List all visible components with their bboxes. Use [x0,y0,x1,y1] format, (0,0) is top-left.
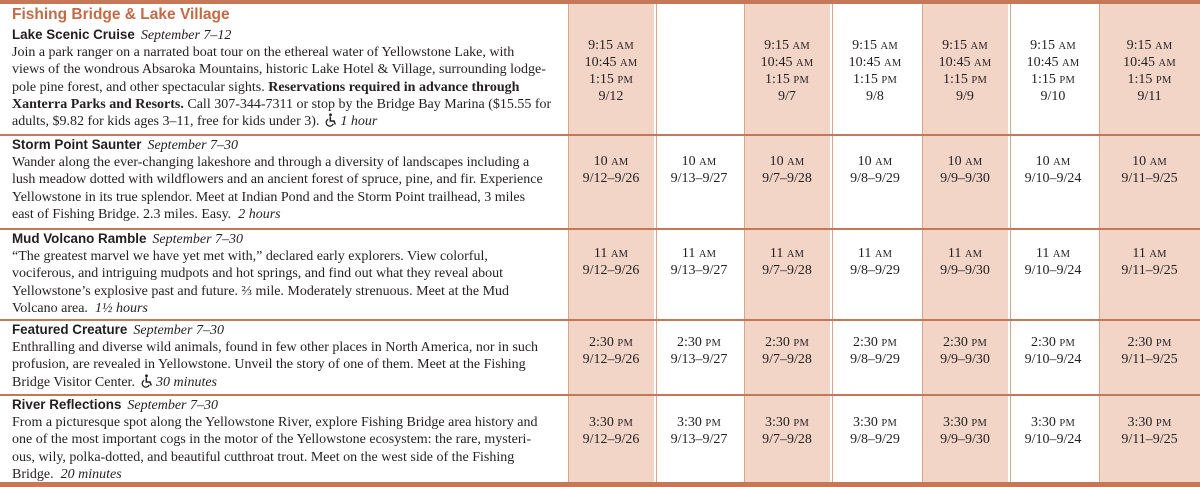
time: 10 [857,154,872,169]
time: 3:30 [1127,415,1153,430]
period: AM [611,157,629,168]
column-divider [656,4,657,482]
description-line: Wander along the ever-changing lakeshore and through a diversity of landscapes including a [12,155,530,171]
program-featured-creature [12,321,564,391]
schedule-cell [656,154,742,187]
period: PM [971,75,987,86]
period: AM [1058,41,1076,52]
period: AM [970,41,988,52]
description-line: profusion, are revealed in Yellowstone. Unveil the story of one of them. Meet at the Fishing [12,357,526,373]
period: PM [881,418,897,429]
time: 11 [1132,246,1146,261]
schedule-cell [568,38,654,105]
schedule-cell [568,246,654,279]
description-line: Join a park ranger on a narrated boat tour on the ethereal water of Yellowstone Lake, with [12,45,515,61]
time: 3:30 [677,415,702,430]
description-line: adults, $9.82 for kids ages 3–11, free for kids under 3). [12,114,320,130]
time: 10:45 [938,55,971,70]
time: 10 [681,154,696,169]
period: PM [1059,75,1075,86]
schedule-cell [832,38,918,105]
time: 9:15 [942,38,968,53]
schedule-cell [744,415,830,448]
date-range: 9/11–9/25 [1121,432,1178,447]
program-duration: 30 minutes [155,374,218,390]
time: 1:15 [853,72,878,87]
date-range: 9/10–9/24 [1024,171,1082,186]
date-range: 9/13–9/27 [670,352,728,367]
period: AM [1158,58,1176,69]
date-range: 9/7–9/28 [762,432,812,447]
program-title: River Reflections [12,397,122,412]
date-range: 9/11–9/25 [1121,263,1178,278]
schedule-cell [744,335,830,368]
schedule-cell [922,335,1008,368]
time: 1:15 [943,72,968,87]
description-line: vociferous, and intriguing mudpots and hot springs, and find out what they reveal about [12,266,504,282]
description-line: Yellowstone in its true splendor. Meet at Indian Pond and the Storm Point trailhead, 3 miles [12,189,526,205]
time: 10 [1132,154,1147,169]
date-range: 9/9–9/30 [940,263,990,278]
program-title: Storm Point Saunter [12,137,142,152]
reservation-notice: Reservations required in advance through [268,79,520,95]
time: 3:30 [765,415,790,430]
description-line: Volcano area. [12,300,88,316]
time: 9:15 [1126,38,1152,53]
date-range: 9/13–9/27 [670,432,728,447]
bottom-rule [0,482,1200,487]
period: AM [875,157,893,168]
schedule-cell [1099,415,1200,448]
period: AM [974,58,992,69]
schedule-cell [1010,154,1096,187]
schedule-cell [832,246,918,279]
schedule-cell [922,154,1008,187]
time: 9:15 [764,38,790,53]
schedule-cell [656,335,742,368]
time: 10 [1035,154,1050,169]
schedule-cell [1010,335,1096,368]
date-range: 9/10–9/24 [1024,352,1082,367]
time: 10:45 [848,55,881,70]
date-range: 9/12–9/26 [582,171,640,186]
schedule-cell [568,154,654,187]
program-storm-point-saunter [12,136,564,223]
time: 2:30 [677,335,702,350]
time: 10 [769,154,784,169]
time: 2:30 [943,335,968,350]
time: 9:15 [852,38,878,53]
program-dates: September 7–30 [127,398,218,413]
date-range: 9/8–9/29 [850,432,900,447]
schedule-cell [832,154,918,187]
time: 11 [947,246,962,261]
schedule-cell [922,246,1008,279]
schedule-cell [744,154,830,187]
time: 3:30 [853,415,878,430]
period: AM [1053,157,1071,168]
description-line: Bridge. [12,466,54,482]
period: AM [698,249,717,260]
period: AM [880,41,898,52]
date-range: 9/8–9/29 [850,171,900,186]
date-range: 9/8–9/29 [850,263,900,278]
date-range: 9/11–9/25 [1121,171,1178,186]
date-range: 9/10 [1040,89,1066,104]
description-line: ous, wily, polka-dotted, and beautiful cutthroat trout. Meet on the west side of the Fishing [12,449,515,465]
description-line: Enthralling and diverse wild animals, found in few other places in North America, nor in such [12,340,539,356]
description-line: Call 307-344-7311 or stop by the Bridge Bay Marina ($15.55 for [187,96,552,112]
period: PM [705,418,721,429]
period: PM [617,418,633,429]
description-line: one of the most important cogs in the motor of the Yellowstone ecosystem: the rare, mysteri- [12,432,532,448]
program-dates: September 7–30 [152,232,244,247]
period: PM [1155,418,1172,429]
period: PM [793,338,809,349]
period: PM [971,418,987,429]
time: 11 [857,246,872,261]
schedule-cell [1099,154,1200,187]
schedule-cell [744,246,830,279]
period: AM [786,249,805,260]
schedule-cell [1010,415,1096,448]
schedule-cell [568,415,654,448]
period: PM [1059,418,1075,429]
time: 1:15 [1031,72,1056,87]
date-range: 9/9–9/30 [940,432,990,447]
description-line: Yellowstone’s explosive past and future. ⅔ mile. Moderately strenuous. Meet at the Mud [12,283,510,299]
schedule-cell [1099,38,1200,105]
time: 2:30 [1127,335,1153,350]
description-line: Bridge Visitor Center. [12,374,135,390]
schedule-cell [656,415,742,448]
period: AM [1149,157,1167,168]
program-duration: 2 hours [238,206,281,222]
time: 11 [593,246,608,261]
time: 1:15 [589,72,614,87]
date-range: 9/7–9/28 [762,171,812,186]
period: AM [1062,58,1080,69]
period: PM [1155,338,1172,349]
date-range: 9/12–9/26 [582,352,640,367]
date-range: 9/10–9/24 [1024,263,1082,278]
time: 3:30 [943,415,968,430]
time: 3:30 [589,415,614,430]
period: PM [881,338,897,349]
time: 10:45 [1123,55,1156,70]
schedule-cell [922,38,1008,105]
date-range: 9/7–9/28 [762,352,812,367]
date-range: 9/8 [866,89,884,104]
program-duration: 1 hour [340,114,378,130]
date-range: 9/12–9/26 [582,263,640,278]
schedule-cell [832,335,918,368]
time: 9:15 [1030,38,1056,53]
date-range: 9/10–9/24 [1024,432,1082,447]
date-range: 9/12 [598,89,624,104]
schedule-cell [1010,38,1096,105]
period: AM [796,58,814,69]
period: AM [965,157,983,168]
date-range: 9/13–9/27 [670,171,728,186]
time: 1:15 [765,72,790,87]
period: PM [617,338,633,349]
period: AM [1149,249,1167,260]
time: 11 [1035,246,1050,261]
schedule-cell [1099,335,1200,368]
schedule-cell [832,415,918,448]
program-title: Mud Volcano Ramble [12,231,147,246]
program-title: Lake Scenic Cruise [12,27,135,42]
schedule-cell [656,246,742,279]
period: AM [699,157,717,168]
program-dates: September 7–30 [147,138,239,153]
period: PM [881,75,897,86]
program-river-reflections [12,396,564,483]
time: 11 [681,246,696,261]
description-line: views of the wondrous Absaroka Mountains, historic Lake Hotel & Village, surrounding lodge- [12,62,546,78]
day-column-2 [656,4,742,482]
schedule-cell [744,38,830,105]
period: AM [616,41,634,52]
time: 10:45 [1026,55,1059,70]
period: AM [874,249,893,260]
period: PM [1059,338,1075,349]
time: 10:45 [584,55,617,70]
date-range: 9/12–9/26 [582,432,640,447]
date-range: 9/9–9/30 [940,352,990,367]
date-range: 9/8–9/29 [850,352,900,367]
period: PM [793,418,809,429]
time: 10 [947,154,962,169]
schedule-cell [922,415,1008,448]
wheelchair-icon [323,113,337,127]
time: 2:30 [589,335,614,350]
period: PM [617,75,633,86]
period: AM [884,58,902,69]
date-range: 9/7 [778,89,796,104]
program-duration: 1½ hours [94,300,148,316]
time: 10 [593,154,608,169]
time: 2:30 [1031,335,1056,350]
period: AM [787,157,805,168]
period: PM [1155,75,1172,86]
schedule-cell [1099,246,1200,279]
period: AM [792,41,810,52]
reservation-notice: Xanterra Parks and Resorts. [12,96,184,112]
time: 3:30 [1031,415,1056,430]
description-line: east of Fishing Bridge. 2.3 miles. Easy. [12,206,232,222]
date-range: 9/13–9/27 [670,263,728,278]
description-line: pole pine forest, and other spectacular sights. [12,79,265,95]
program-dates: September 7–30 [133,323,224,338]
time: 10:45 [760,55,793,70]
section-title: Fishing Bridge & Lake Village [12,6,230,23]
date-range: 9/11 [1137,89,1162,104]
period: AM [1155,41,1173,52]
schedule-cell [568,335,654,368]
program-duration: 20 minutes [60,466,122,482]
description-line: From a picturesque spot along the Yellowstone River, explore Fishing Bridge area history and [12,415,538,431]
period: AM [610,249,629,260]
program-lake-scenic-cruise [12,26,564,130]
period: AM [1052,249,1071,260]
period: PM [793,75,809,86]
time: 11 [769,246,784,261]
period: PM [705,338,721,349]
date-range: 9/9 [956,89,974,104]
description-line: “The greatest marvel we have yet met with,” declared early explorers. View colorful, [12,249,488,265]
time: 1:15 [1127,72,1153,87]
schedule-cell [1010,246,1096,279]
date-range: 9/7–9/28 [762,263,812,278]
time: 2:30 [765,335,790,350]
time: 2:30 [853,335,878,350]
time: 9:15 [588,38,614,53]
period: PM [971,338,987,349]
date-range: 9/11–9/25 [1121,352,1178,367]
period: AM [620,58,638,69]
period: AM [964,249,983,260]
program-mud-volcano-ramble [12,230,564,317]
date-range: 9/9–9/30 [940,171,990,186]
description-line: lush meadow dotted with wildflowers and an ancient forest of spruce, pine, and fir. Experience [12,172,543,188]
program-dates: September 7–12 [140,28,232,43]
wheelchair-icon [139,374,153,388]
program-title: Featured Creature [12,322,128,337]
